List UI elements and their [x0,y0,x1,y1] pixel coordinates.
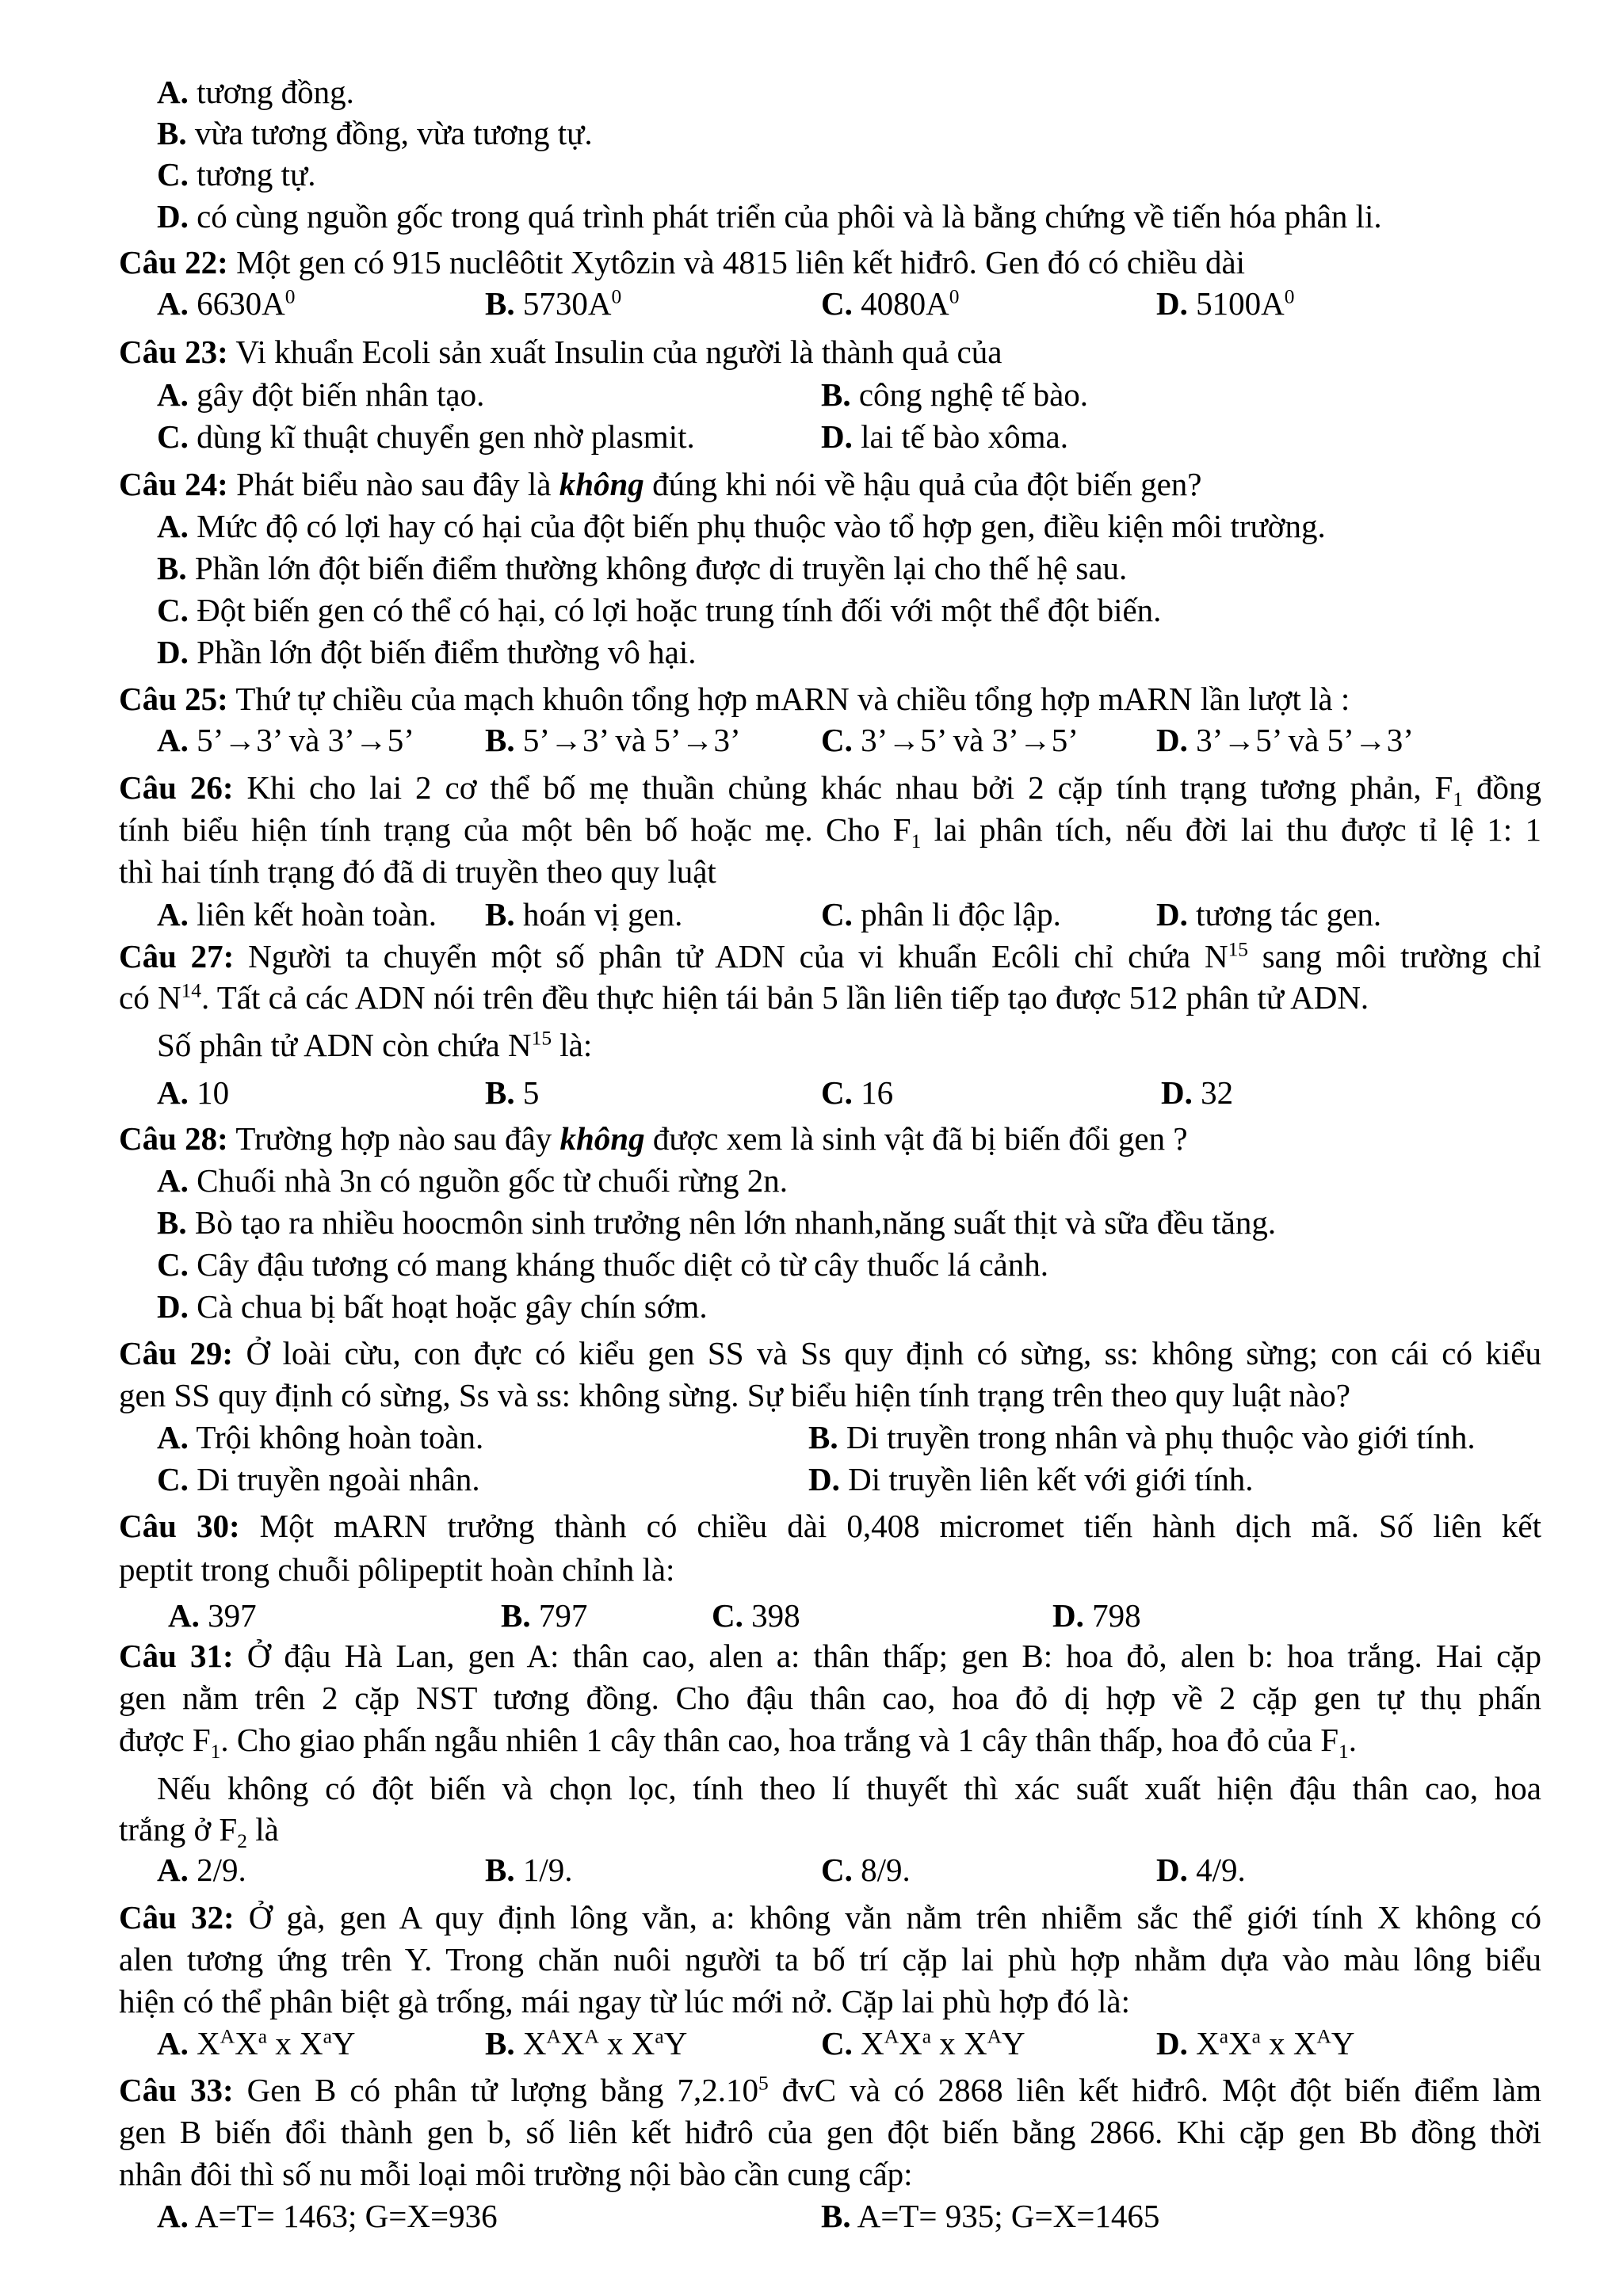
question-label: Câu 24: [119,466,228,502]
q24-option-b: B. Phần lớn đột biến điểm thường không được di truyền lại cho thế hệ sau. [157,550,1128,586]
question-27-line-3: Số phân tử ADN còn chứa $N^{15}$ là: [157,1027,593,1063]
question-label: Câu 29: [119,1335,234,1371]
q28-option-a: A. Chuối nhà 3n có nguồn gốc từ chuối rừng 2n. [157,1162,789,1199]
q29-option-b: B. Di truyền trong nhân và phụ thuộc vào giới tính. [808,1419,1476,1455]
q25-option-a: A. 5’→3’ và 3’→5’ [157,722,414,758]
question-31-line-5: trắng ở $F_2$ là [119,1811,279,1853]
option-a: A. tương đồng. [157,74,354,110]
question-33-line-3: nhân đôi thì số nu mỗi loại môi trường nội bào cần cung cấp: [119,2156,913,2192]
q30-option-b: B. 797 [501,1597,588,1634]
option-text: tương tự. [197,156,316,193]
question-26-line-3: thì hai tính trạng đó đã di truyền theo quy luật [119,853,716,890]
question-22-stem [119,243,1245,282]
option-text: vừa tương đồng, vừa tương tự. [194,115,593,151]
option-text: có cùng nguồn gốc trong quá trình phát triển của phôi và là bằng chứng về tiến hóa phân li. [197,198,1382,235]
question-28-stem: Câu 28: Trường hợp nào sau đây không được xem là sinh vật đã bị biến đổi gen ? [119,1120,1188,1157]
q32-option-a: A. $X^AX^a$ x $X^aY$ [157,2025,356,2061]
question-29-line-1: Câu 29: Ở loài cừu, con đực có kiểu gen SS và Ss quy định có sừng, ss: không sừng; con cái có kiểu [119,1335,1541,1371]
q26-option-b: B. hoán vị gen. [485,896,683,933]
q32-option-d: D. $X^aX^a$ x $X^AY$ [1156,2025,1355,2061]
q29-option-d: D. Di truyền liên kết với giới tính. [808,1461,1254,1497]
q29-option-c: C. Di truyền ngoài nhân. [157,1461,480,1497]
question-31-line-1: Câu 31: Ở đậu Hà Lan, gen A: thân cao, alen a: thân thấp; gen B: hoa đỏ, alen b: hoa trắng. Hai cặp [119,1638,1541,1674]
question-26-line-1: Câu 26: Khi cho lai 2 cơ thể bố mẹ thuần chủng khác nhau bởi 2 cặp tính trạng tương phản, $F_1$ đồng [119,769,1542,811]
q26-option-d: D. tương tác gen. [1156,896,1382,933]
question-label: Câu 31: [119,1638,234,1674]
q22-option-c: C. $4080A^0$ [821,285,960,322]
q31-option-b: B. 1/9. [485,1852,573,1888]
q27-option-d: D. 32 [1161,1074,1234,1111]
q32-option-c: C. $X^AX^a$ x $X^AY$ [821,2025,1025,2061]
q26-option-a: A. liên kết hoàn toàn. [157,896,437,933]
q25-option-c: C. 3’→5’ và 3’→5’ [821,722,1079,758]
q31-option-a: A. 2/9. [157,1852,246,1888]
question-text: Vi khuẩn Ecoli sản xuất Insulin của người là thành quả của [235,334,1002,370]
question-31-line-4: Nếu không có đột biến và chọn lọc, tính theo lí thuyết thì xác suất xuất hiện đậu thân cao, hoa [157,1770,1541,1806]
q22-option-b: B. $5730A^0$ [485,285,622,322]
question-30-line-2: peptit trong chuỗi pôlipeptit hoàn chỉnh là: [119,1551,675,1588]
q30-option-c: C. 398 [712,1597,800,1634]
q27-option-b: B. 5 [485,1074,540,1111]
q31-option-c: C. 8/9. [821,1852,911,1888]
question-29-line-2: gen SS quy định có sừng, Ss và ss: không sừng. Sự biểu hiện tính trạng trên theo quy luật nào? [119,1377,1350,1413]
question-30-line-1: Câu 30: Một mARN trưởng thành có chiều dài 0,408 micromet tiến hành dịch mã. Số liên kết [119,1508,1541,1544]
q24-option-c: C. Đột biến gen có thể có hại, có lợi hoặc trung tính đối với một thể đột biến. [157,592,1162,628]
q25-option-d: D. 3’→5’ và 5’→3’ [1156,722,1414,758]
question-27-line-2: có $N^{14}$. Tất cả các ADN nói trên đều thực hiện tái bản 5 lần liên tiếp tạo được 512 phân tử ADN. [119,979,1369,1016]
question-label: Câu 33: [119,2072,234,2108]
option-d: D. có cùng nguồn gốc trong quá trình phát triển của phôi và là bằng chứng về tiến hóa phân li. [157,198,1382,235]
question-label: Câu 27: [119,938,235,974]
question-label: Câu 30: [119,1508,240,1544]
question-label: Câu 26: [119,769,234,806]
question-label: Câu 28: [119,1120,228,1157]
q25-option-b: B. 5’→3’ và 5’→3’ [485,722,741,758]
question-text: Thứ tự chiều của mạch khuôn tổng hợp mARN và chiều tổng hợp mARN lần lượt là : [235,681,1350,717]
question-label: Câu 25: [119,681,228,717]
q28-option-b: B. Bò tạo ra nhiều hoocmôn sinh trưởng nên lớn nhanh,năng suất thịt và sữa đều tăng. [157,1204,1277,1241]
q28-option-d: D. Cà chua bị bất hoạt hoặc gây chín sớm. [157,1288,708,1325]
q29-option-a: A. Trội không hoàn toàn. [157,1419,484,1455]
question-31-line-3: được $F_1$. Cho giao phấn ngẫu nhiên 1 cây thân cao, hoa trắng và 1 cây thân thấp, hoa đỏ của $F_1$. [119,1722,1357,1764]
q30-option-a: A. 397 [168,1597,257,1634]
option-text: tương đồng. [197,74,354,110]
question-33-line-1: Câu 33: Gen B có phân tử lượng bằng 7,2.10$^5$ đvC và có 2868 liên kết hiđrô. Một đột biến điểm làm [119,2072,1541,2108]
question-23-stem [119,333,1002,372]
q28-option-c: C. Cây đậu tương có mang kháng thuốc diệt cỏ từ cây thuốc lá cảnh. [157,1246,1048,1283]
q24-option-a: A. Mức độ có lợi hay có hại của đột biến phụ thuộc vào tổ hợp gen, điều kiện môi trường. [157,508,1326,544]
q23-option-d: D. lai tế bào xôma. [821,418,1068,455]
question-33-line-2: gen B biến đổi thành gen b, số liên kết hiđrô của gen đột biến bằng 2866. Khi cặp gen Bb đồng thời [119,2114,1541,2150]
q26-option-c: C. phân li độc lập. [821,896,1061,933]
question-26-line-2: tính biểu hiện tính trạng của một bên bố hoặc mẹ. Cho $F_1$ lai phân tích, nếu đời lai thu được tỉ lệ 1: 1 [119,811,1541,853]
q27-option-c: C. 16 [821,1074,894,1111]
question-32-line-3: hiện có thể phân biệt gà trống, mái ngay từ lúc mới nở. Cặp lai phù hợp đó là: [119,1983,1131,2019]
question-32-line-1: Câu 32: Ở gà, gen A quy định lông vằn, a: không vằn nằm trên nhiễm sắc thể giới tính X không có [119,1899,1541,1936]
q23-option-b: B. công nghệ tế bào. [821,376,1089,413]
question-text: Một gen có 915 nuclêôtit Xytôzin và 4815 liên kết hiđrô. Gen đó có chiều dài [236,244,1246,280]
question-24-stem: Câu 24: Phát biểu nào sau đây là không đúng khi nói về hậu quả của đột biến gen? [119,466,1202,502]
question-label: Câu 22: [119,244,228,280]
question-label: Câu 23: [119,334,228,370]
q22-option-a: A. $6630A^0$ [157,285,296,322]
question-31-line-2: gen nằm trên 2 cặp NST tương đồng. Cho đậu thân cao, hoa đỏ dị hợp về 2 cặp gen tự thụ phấn [119,1680,1541,1716]
question-32-line-2: alen tương ứng trên Y. Trong chăn nuôi người ta bố trí cặp lai phù hợp nhằm dựa vào màu lông biểu [119,1941,1541,1978]
q32-option-b: B. $X^AX^A$ x $X^aY$ [485,2025,688,2061]
q27-option-a: A. 10 [157,1074,230,1111]
q30-option-d: D. 798 [1052,1597,1141,1634]
q33-option-a: A. A=T= 1463; G=X=936 [157,2198,498,2234]
question-27-line-1: Câu 27: Người ta chuyển một số phân tử ADN của vi khuẩn Ecôli chỉ chứa $N^{15}$ sang môi trường chỉ [119,938,1541,974]
q22-option-d: D. $5100A^0$ [1156,285,1295,322]
q23-option-c: C. dùng kĩ thuật chuyển gen nhờ plasmit. [157,418,695,455]
q23-option-a: A. gây đột biến nhân tạo. [157,376,485,413]
q33-option-b: B. A=T= 935; G=X=1465 [821,2198,1160,2234]
question-label: Câu 32: [119,1899,235,1936]
option-c: C. tương tự. [157,156,316,193]
option-b: B. vừa tương đồng, vừa tương tự. [157,115,593,151]
question-25-stem [119,680,1350,719]
q31-option-d: D. 4/9. [1156,1852,1246,1888]
q24-option-d: D. Phần lớn đột biến điểm thường vô hại. [157,634,697,670]
